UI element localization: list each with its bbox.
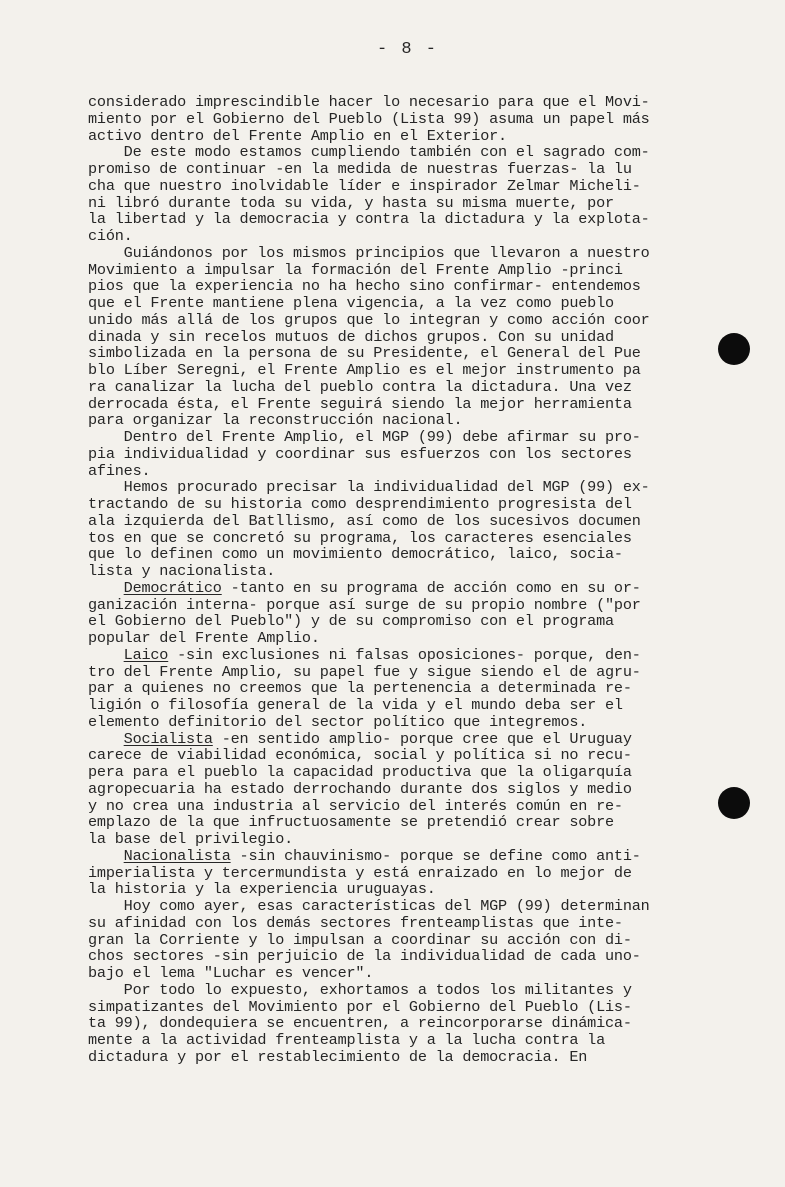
text-line xyxy=(88,714,708,731)
text-run: que el Frente mantiene plena vigencia, a la vez como pueblo xyxy=(88,294,614,312)
text-line xyxy=(88,831,708,848)
text-run: De este modo estamos cumpliendo también con el sagrado com- xyxy=(88,143,650,162)
text-run: el Gobierno del Pueblo") y de su compromiso con el programa xyxy=(88,612,614,631)
text-run: tos en que se concretó su programa, los caracteres esenciales xyxy=(88,528,632,547)
text-run: activo dentro del Frente Amplio en el Exterior. xyxy=(88,126,507,145)
text-line xyxy=(88,747,708,764)
text-line xyxy=(88,965,708,982)
text-run: carece de viabilidad económica, social y política si no recu- xyxy=(88,746,632,765)
text-line xyxy=(88,898,708,915)
text-run: mente a la actividad frenteamplista y a la lucha contra la xyxy=(88,1031,606,1049)
text-run xyxy=(88,847,124,865)
text-run: ra canalizar la lucha del pueblo contra la dictadura. Una vez xyxy=(88,377,632,396)
text-run: emplazo de la que infructuosamente se pretendió crear sobre xyxy=(88,813,614,832)
text-run: miento por el Gobierno del Pueblo (Lista 99) asuma un papel más xyxy=(88,109,650,128)
text-run: -sin chauvinismo- porque se define como anti- xyxy=(230,846,641,865)
text-run: ta 99), dondequiera se encuentren, a reincorporarse dinámica- xyxy=(88,1014,632,1033)
text-run: imperialista y tercermundista y está enraizado en lo mejor de xyxy=(88,863,632,882)
text-line xyxy=(88,764,708,781)
text-run: su afinidad con los demás sectores frenteamplistas que inte- xyxy=(88,913,623,932)
text-line xyxy=(88,563,708,580)
text-line xyxy=(88,412,708,429)
text-line xyxy=(88,613,708,630)
text-line xyxy=(88,814,708,831)
text-line xyxy=(88,697,708,714)
text-line xyxy=(88,630,708,647)
text-line xyxy=(88,915,708,932)
text-line xyxy=(88,798,708,815)
text-run: la libertad y la democracia y contra la dictadura y la explota- xyxy=(88,210,650,229)
text-line xyxy=(88,379,708,396)
text-run: ción. xyxy=(88,227,133,245)
text-run: simbolizada en la persona de su Presidente, el General del Pue xyxy=(88,344,641,363)
text-run: ala izquierda del Batllismo, así como de los sucesivos documen xyxy=(88,511,641,530)
text-line xyxy=(88,597,708,614)
text-run: dinada y sin recelos mutuos de dichos grupos. Con su unidad xyxy=(88,327,614,346)
text-line xyxy=(88,865,708,882)
text-line xyxy=(88,848,708,865)
text-line xyxy=(88,211,708,228)
text-line xyxy=(88,513,708,530)
text-run: considerado imprescindible hacer lo necesario para que el Movi- xyxy=(88,93,650,111)
text-line xyxy=(88,999,708,1016)
text-line xyxy=(88,781,708,798)
page-number: - 8 - xyxy=(376,40,438,59)
underlined-heading: Laico xyxy=(123,645,169,664)
text-run: para organizar la reconstrucción nacional. xyxy=(88,411,463,430)
text-run: unido más allá de los grupos que lo integran y como acción coor xyxy=(88,310,650,329)
text-line xyxy=(88,228,708,245)
text-run: popular del Frente Amplio. xyxy=(88,629,320,647)
text-run: cha que nuestro inolvidable líder e inspirador Zelmar Micheli- xyxy=(88,176,641,195)
text-line xyxy=(88,195,708,212)
text-line xyxy=(88,245,708,262)
text-line xyxy=(88,111,708,128)
text-line xyxy=(88,1015,708,1032)
text-run: y no crea una industria al servicio del interés común en re- xyxy=(88,796,623,815)
document-body xyxy=(88,94,708,1066)
text-line xyxy=(88,664,708,681)
text-run: Movimiento a impulsar la formación del Frente Amplio -princi xyxy=(88,260,623,279)
text-line xyxy=(88,479,708,496)
text-line xyxy=(88,312,708,329)
text-run: bajo el lema "Luchar es vencer". xyxy=(88,964,374,982)
text-line xyxy=(88,881,708,898)
text-run: ni libró durante toda su vida, y hasta su misma muerte, por xyxy=(88,193,614,212)
underlined-heading: Nacionalista xyxy=(123,846,231,865)
text-run: pera para el pueblo la capacidad productiva que la oligarquía xyxy=(88,763,632,781)
text-line xyxy=(88,546,708,563)
text-run: tractando de su historia como desprendimiento progresista del xyxy=(88,495,632,513)
text-run xyxy=(88,579,124,597)
text-run: tro del Frente Amplio, su papel fue y sigue siendo el de agru- xyxy=(88,662,641,681)
text-run: derrocada ésta, el Frente seguirá siendo la mejor herramienta xyxy=(88,394,632,413)
text-run: -tanto en su programa de acción como en su or- xyxy=(221,578,641,597)
text-line xyxy=(88,128,708,145)
text-line xyxy=(88,144,708,161)
text-line xyxy=(88,1049,708,1066)
text-line xyxy=(88,94,708,111)
text-line xyxy=(88,496,708,513)
text-line xyxy=(88,178,708,195)
text-run: pia individualidad y coordinar sus esfuerzos con los sectores xyxy=(88,444,632,463)
text-run: ligión o filosofía general de la vida y el mundo deba ser el xyxy=(88,696,623,714)
text-line xyxy=(88,731,708,748)
text-run: simpatizantes del Movimiento por el Gobierno del Pueblo (Lis- xyxy=(88,997,632,1016)
text-run xyxy=(88,646,124,664)
text-run: Hoy como ayer, esas características del MGP (99) determinan xyxy=(88,897,650,915)
text-line xyxy=(88,680,708,697)
text-run: gran la Corriente y lo impulsan a coordinar su acción con di- xyxy=(88,930,632,949)
text-run: la base del privilegio. xyxy=(88,830,294,848)
text-run: Por todo lo expuesto, exhortamos a todos los militantes y xyxy=(88,980,632,999)
text-run: afines. xyxy=(88,461,151,480)
text-run xyxy=(88,730,124,748)
text-run: la historia y la experiencia uruguayas. xyxy=(88,880,436,899)
text-line xyxy=(88,446,708,463)
text-run: chos sectores -sin perjuicio de la individualidad de cada uno- xyxy=(88,947,641,966)
text-run: blo Líber Seregni, el Frente Amplio es el mejor instrumento pa xyxy=(88,361,641,379)
text-run: -en sentido amplio- porque cree que el Uruguay xyxy=(212,729,632,748)
text-run: lista y nacionalista. xyxy=(88,562,276,580)
punch-hole-upper xyxy=(718,333,750,365)
text-line xyxy=(88,932,708,949)
text-run: pios que la experiencia no ha hecho sino confirmar- entendemos xyxy=(88,277,641,296)
text-line xyxy=(88,278,708,295)
text-line xyxy=(88,396,708,413)
punch-hole-lower xyxy=(718,787,750,819)
text-run: par a quienes no creemos que la pertenencia a determinada re- xyxy=(88,679,632,698)
text-line xyxy=(88,982,708,999)
text-line xyxy=(88,948,708,965)
text-line xyxy=(88,1032,708,1049)
text-run: dictadura y por el restablecimiento de la democracia. En xyxy=(88,1047,588,1066)
text-line xyxy=(88,463,708,480)
text-run: -sin exclusiones ni falsas oposiciones- porque, den- xyxy=(168,645,641,664)
text-line xyxy=(88,329,708,346)
text-line xyxy=(88,295,708,312)
text-run: promiso de continuar -en la medida de nuestras fuerzas- la lu xyxy=(88,160,632,178)
text-run: Dentro del Frente Amplio, el MGP (99) debe afirmar su pro- xyxy=(88,428,641,446)
text-line xyxy=(88,580,708,597)
text-run: Guiándonos por los mismos principios que llevaron a nuestro xyxy=(88,243,650,262)
text-run: que lo definen como un movimiento democrático, laico, socia- xyxy=(88,545,623,564)
text-line xyxy=(88,262,708,279)
underlined-heading: Democrático xyxy=(123,578,222,597)
text-line xyxy=(88,647,708,664)
text-line xyxy=(88,362,708,379)
text-run: elemento definitorio del sector político que integremos. xyxy=(88,712,588,731)
text-run: Hemos procurado precisar la individualidad del MGP (99) ex- xyxy=(88,478,650,497)
text-line xyxy=(88,345,708,362)
text-line xyxy=(88,530,708,547)
text-run: ganización interna- porque así surge de su propio nombre ("por xyxy=(88,595,641,614)
underlined-heading: Socialista xyxy=(123,729,213,748)
text-line xyxy=(88,429,708,446)
text-line xyxy=(88,161,708,178)
text-run: agropecuaria ha estado derrochando durante dos siglos y medio xyxy=(88,779,632,798)
